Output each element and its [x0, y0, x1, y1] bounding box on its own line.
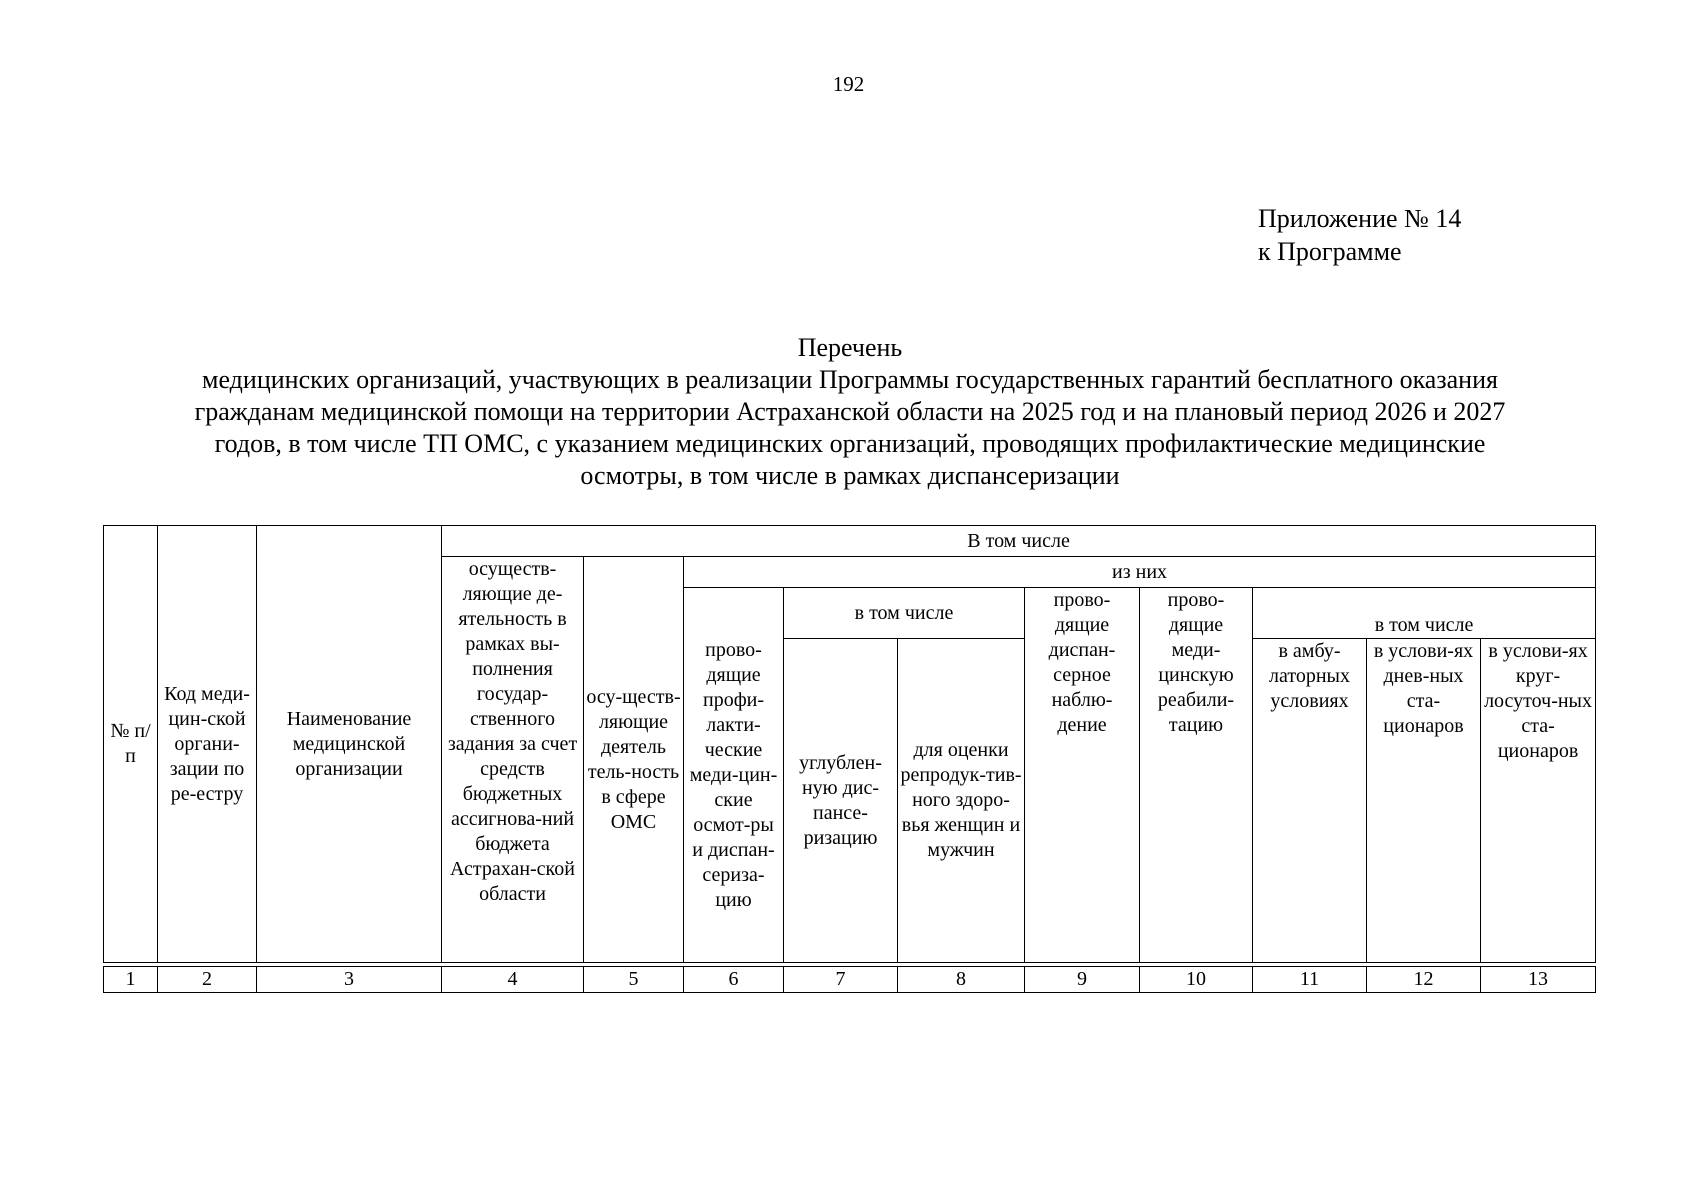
column-numbers-row	[104, 967, 1596, 993]
appendix-line-1: Приложение № 14	[1258, 204, 1462, 233]
title-line-5: осмотры, в том числе в рамках диспансеризации	[580, 461, 1120, 490]
column-number: 10	[1140, 967, 1253, 993]
header-prophylactic: прово-дящие профи-лакти-ческие меди-цин-ские осмот-ры и диспан-сериза-цию	[684, 588, 784, 963]
header-rehab: прово-дящие меди-цинскую реабили-тацию	[1140, 588, 1253, 963]
header-in-total: В том числе	[442, 526, 1596, 557]
header-round-clock: в услови-ях круг-лосуточ-ных ста-ционаров	[1481, 639, 1596, 963]
column-number: 6	[684, 967, 784, 993]
header-code: Код меди-цин-ской органи-зации по ре-естру	[158, 526, 257, 963]
appendix-note	[1258, 202, 1461, 268]
column-number: 9	[1025, 967, 1140, 993]
header-day-hospital: в услови-ях днев-ных ста-ционаров	[1367, 639, 1481, 963]
column-number: 7	[784, 967, 898, 993]
column-number: 2	[158, 967, 257, 993]
header-state-task: осуществ-ляющие де-ятельность в рамках вы-полнения государ-ственного задания за счет средств бюджетных ассигнова-ний бюджета Астрахан-ской области	[442, 557, 584, 963]
header-including-a: в том числе	[784, 588, 1025, 639]
column-number: 12	[1367, 967, 1481, 993]
header-reproductive: для оценки репродук-тив-ного здоро-вья женщин и мужчин	[898, 639, 1025, 963]
column-number: 4	[442, 967, 584, 993]
column-number: 13	[1481, 967, 1596, 993]
title-line-3: гражданам медицинской помощи на территории Астраханской области на 2025 год и на плановый период 2026 и 2027	[194, 397, 1506, 426]
title-line-1: Перечень	[797, 333, 903, 362]
column-number: 3	[257, 967, 442, 993]
column-number: 5	[584, 967, 684, 993]
document-title	[110, 332, 1590, 492]
header-name: Наименование медицинской организации	[257, 526, 442, 963]
header-deep: углублен-ную дис-пансе-ризацию	[784, 639, 898, 963]
title-line-4: годов, в том числе ТП ОМС, с указанием медицинских организаций, проводящих профилактические медицинские	[214, 429, 1486, 458]
title-line-2: медицинских организаций, участвующих в реализации Программы государственных гарантий бесплатного оказания	[202, 365, 1498, 394]
page-number: 192	[832, 72, 865, 96]
header-oms: осу-ществ-ляющие деятель тель-ность в сфере ОМС	[584, 557, 684, 963]
header-of-them: из них	[684, 557, 1596, 588]
column-number: 1	[104, 967, 158, 993]
column-number: 11	[1253, 967, 1367, 993]
header-including-b: в том числе	[1253, 588, 1596, 639]
column-number: 8	[898, 967, 1025, 993]
header-ambulatory: в амбу-латорных условиях	[1253, 639, 1367, 963]
header-num: № п/п	[104, 526, 158, 963]
appendix-line-2: к Программе	[1258, 237, 1402, 266]
organizations-table	[103, 525, 1596, 993]
header-dispensary: прово-дящие диспан-серное наблю-дение	[1025, 588, 1140, 963]
